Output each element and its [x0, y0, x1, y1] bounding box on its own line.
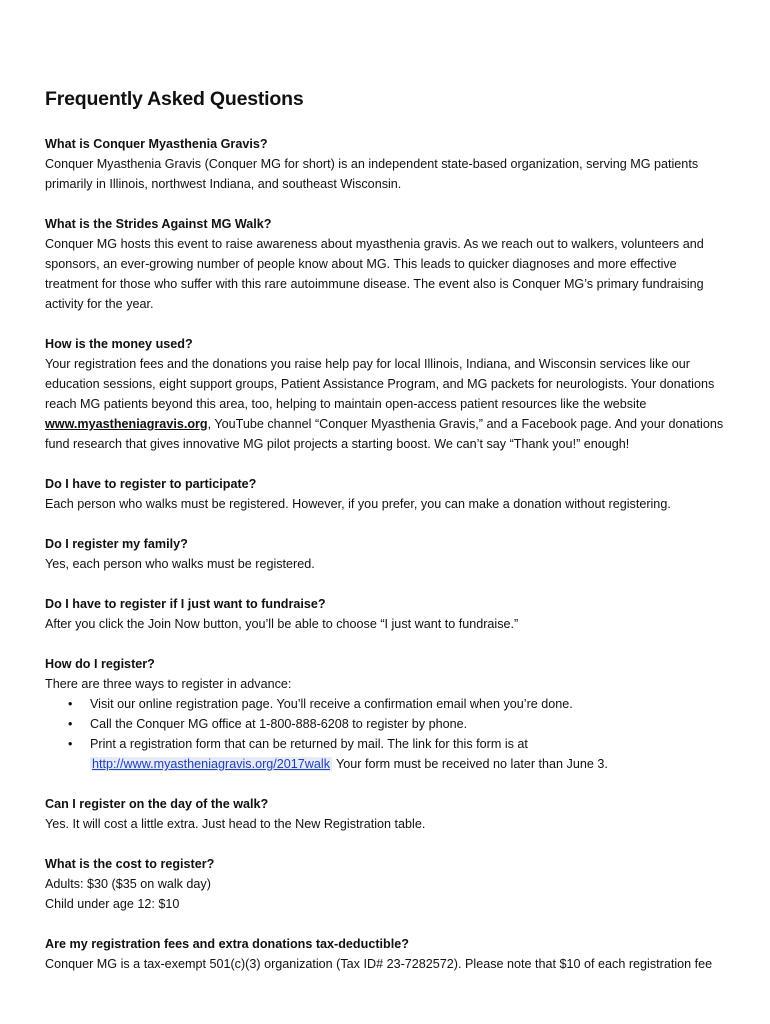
faq-answer-intro: There are three ways to register in advance:	[45, 677, 292, 691]
price-child: Child under age 12: $10	[45, 897, 180, 911]
faq-question: What is the cost to register?	[45, 857, 215, 871]
faq-answer: After you click the Join Now button, you’ll be able to choose “I just want to fundraise.”	[45, 617, 519, 631]
faq-answer: Conquer MG is a tax-exempt 501(c)(3) organization (Tax ID# 23-7282572). Please note that $10 of each registration fee	[45, 957, 713, 971]
faq-answer	[45, 234, 725, 314]
answer-line: treatment for those who suffer with this rare autoimmune disease. The event also is Conquer MG’s primary fundraising	[45, 277, 704, 291]
faq-item	[45, 854, 725, 914]
list-item-text: Visit our online registration page. You’ll receive a confirmation email when you’re done.	[90, 697, 573, 711]
price-adults: Adults: $30 ($35 on walk day)	[45, 877, 211, 891]
faq-answer: Yes. It will cost a little extra. Just head to the New Registration table.	[45, 817, 426, 831]
answer-line: Conquer Myasthenia Gravis (Conquer MG for short) is an independent state-based organization, serving MG patients	[45, 157, 699, 171]
answer-line: Conquer MG hosts this event to raise awareness about myasthenia gravis. As we reach out to walkers, volunteers and	[45, 237, 704, 251]
answer-line: activity for the year.	[45, 297, 154, 311]
faq-answer: Yes, each person who walks must be registered.	[45, 557, 315, 571]
faq-item	[45, 794, 725, 834]
faq-question: Are my registration fees and extra donations tax-deductible?	[45, 937, 409, 951]
answer-line	[45, 414, 725, 434]
answer-line: primarily in Illinois, northwest Indiana, and southeast Wisconsin.	[45, 177, 402, 191]
list-item-text: Print a registration form that can be returned by mail. The link for this form is at	[90, 737, 528, 751]
faq-question: Do I have to register to participate?	[45, 477, 257, 491]
faq-item	[45, 474, 725, 514]
answer-line: sponsors, an ever-growing number of people know about MG. This leads to quicker diagnoses and more effective	[45, 257, 677, 271]
answer-line: Your registration fees and the donations you raise help pay for local Illinois, Indiana, and Wisconsin services like our	[45, 357, 690, 371]
bullet-icon: •	[68, 717, 73, 731]
faq-answer: Each person who walks must be registered. However, if you prefer, you can make a donation without registering.	[45, 497, 671, 511]
list-item	[68, 734, 725, 774]
registration-ways-list	[45, 694, 725, 774]
bullet-icon: •	[68, 697, 73, 711]
faq-question: How do I register?	[45, 657, 155, 671]
list-item-text: Call the Conquer MG office at 1-800-888-6208 to register by phone.	[90, 717, 468, 731]
faq-item	[45, 534, 725, 574]
faq-item	[45, 654, 725, 774]
list-item-line	[90, 754, 725, 774]
faq-answer	[45, 874, 725, 914]
answer-line-rest: , YouTube channel “Conquer Myasthenia Gravis,” and a Facebook page. And your donations	[207, 417, 724, 431]
faq-item	[45, 214, 725, 314]
faq-question: Do I have to register if I just want to fundraise?	[45, 597, 326, 611]
answer-line: education sessions, eight support groups, Patient Assistance Program, and MG packets for neurologists. Your donations	[45, 377, 715, 391]
faq-answer	[45, 154, 725, 194]
registration-form-link[interactable]: http://www.myastheniagravis.org/2017walk	[92, 757, 330, 771]
faq-content	[45, 134, 725, 994]
faq-item	[45, 334, 725, 454]
page-title: Frequently Asked Questions	[45, 88, 304, 110]
list-item-text-rest: Your form must be received no later than June 3.	[336, 757, 608, 771]
answer-line: fund research that gives innovative MG pilot projects a starting boost. We can’t say “Thank you!” enough!	[45, 437, 630, 451]
faq-question: How is the money used?	[45, 337, 193, 351]
faq-question: What is the Strides Against MG Walk?	[45, 217, 272, 231]
faq-question: Can I register on the day of the walk?	[45, 797, 269, 811]
faq-question: What is Conquer Myasthenia Gravis?	[45, 137, 268, 151]
bullet-icon: •	[68, 737, 73, 751]
list-item	[68, 694, 725, 714]
faq-answer	[45, 354, 725, 454]
faq-item	[45, 134, 725, 194]
faq-question: Do I register my family?	[45, 537, 188, 551]
faq-item	[45, 594, 725, 634]
faq-item	[45, 934, 725, 974]
website-link[interactable]: www.myastheniagravis.org	[45, 417, 208, 431]
list-item	[68, 714, 725, 734]
answer-line: reach MG patients beyond this area, too, helping to maintain open-access patient resources like the website	[45, 397, 647, 411]
